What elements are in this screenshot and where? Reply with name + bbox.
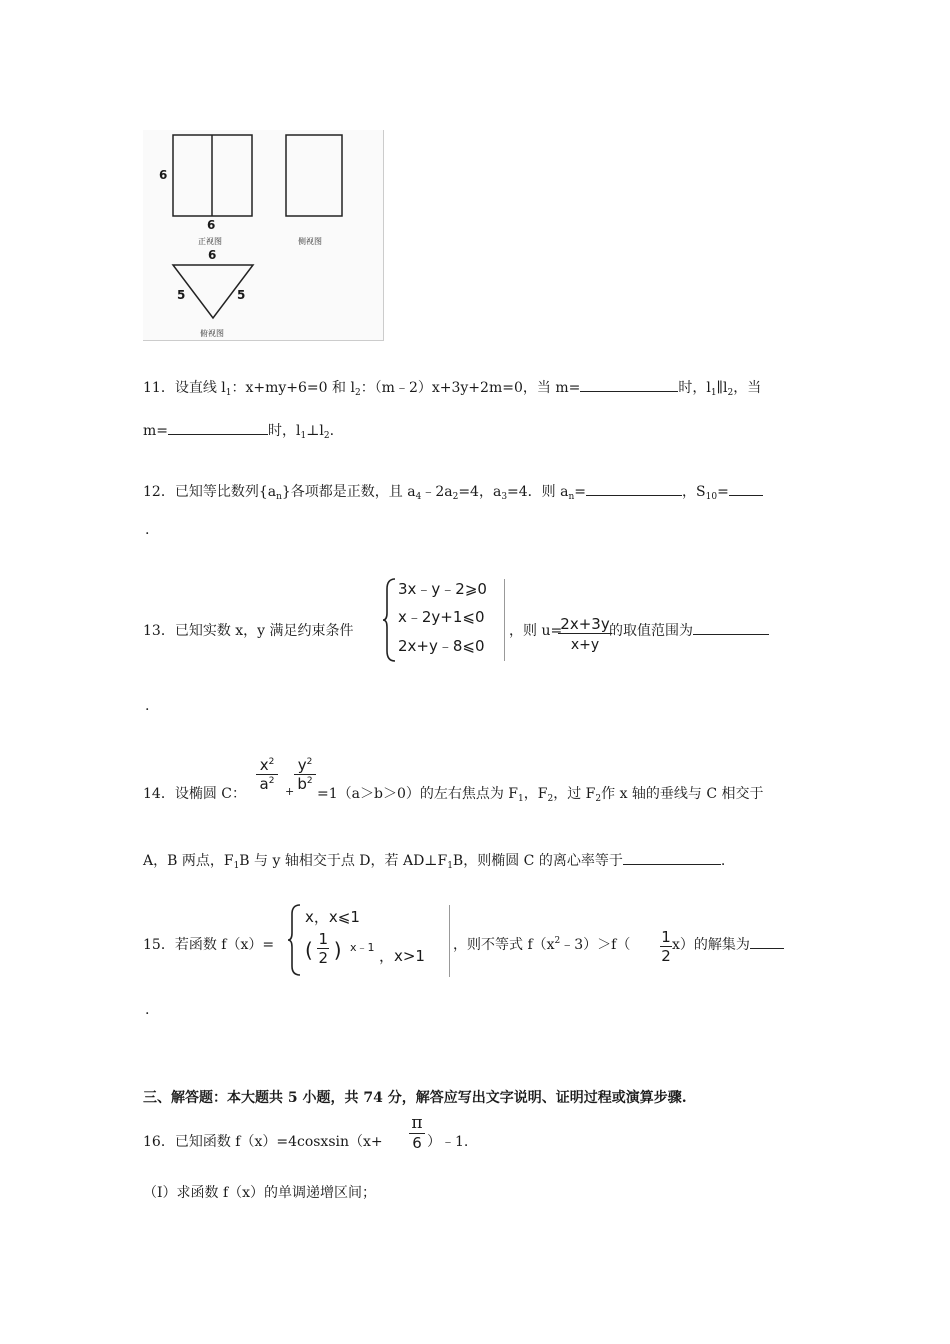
q13-constraint-1: 3x﹣y﹣2⩾0 <box>398 580 487 598</box>
q13-numerator: 2x+3y <box>560 615 610 633</box>
q16-prefix: 16．已知函数 f（x）=4cosxsin（x+ <box>143 1134 383 1150</box>
q14-frac-x: $\frac{x^2}{a^2}$ <box>256 756 278 793</box>
q13-frame-line <box>504 579 505 661</box>
q16-part1: （Ⅰ）求函数 f（x）的单调递增区间； <box>143 1185 377 1201</box>
q13-end-dot: . <box>145 698 150 714</box>
q13-fraction <box>558 615 612 653</box>
q15-end-dot: . <box>145 1002 150 1018</box>
q15-case-2: ( $\frac{1}{2}$ ) x﹣1 ，x>1 <box>305 930 425 967</box>
q13-suffix: 的取值范围为 <box>609 620 769 640</box>
q14-line2: A，B 两点，$F_1B$ 与 y 轴相交于点 D，若 $AD\perp F_1B$，则椭圆 C 的离心率等于 . <box>143 850 725 871</box>
q14-prefix: 14．设椭圆 C： <box>143 786 246 802</box>
q14-frac-y: $\frac{y^2}{b^2}$ <box>294 756 316 793</box>
q15-mid: ，则不等式 $f(x^2﹣3)>f$（ <box>453 936 631 953</box>
q13-denominator: x+y <box>558 633 612 653</box>
three-view-drawing <box>143 130 383 340</box>
q11-line1: 11．设直线 $l_1$：x+my+6=0 和 $l_2$：（m﹣2）x+3y+2m=0，当 m= 时，$l_1\parallel l_2$，当 <box>143 377 761 398</box>
q12-blank2[interactable] <box>729 481 763 496</box>
q14-rest: =1（a＞b＞0）的左右焦点为 $F_1$，$F_2$，过 $F_2$作 x 轴的垂线与 C 相交于 <box>317 786 764 804</box>
q15-brace <box>288 903 302 977</box>
q13-blank[interactable] <box>693 620 769 635</box>
q14-blank[interactable] <box>623 850 721 865</box>
q11-line2: m= 时，$l_1\perp l_2$. <box>143 420 334 441</box>
section3-heading: 三、解答题：本大题共 5 小题，共 74 分，解答应写出文字说明、证明过程或演算步骤. <box>143 1090 687 1106</box>
q16-suffix: ）﹣1. <box>427 1134 469 1150</box>
top-dim-top: 6 <box>208 248 217 262</box>
q13-constraint-2: x﹣2y+1⩽0 <box>398 608 485 626</box>
q13-prefix: 13．已知实数 x，y 满足约束条件 <box>143 623 354 639</box>
q11-blank2[interactable] <box>168 420 268 435</box>
q12-line1: 12．已知等比数列$\{a_n\}$各项都是正数，且 $a_4﹣2a_2=4$，$a_3=4$．则 $a_n=$ ，$S_{10}=$ <box>143 481 763 502</box>
q15-case-1: x，x⩽1 <box>305 908 360 926</box>
three-view-figure <box>143 130 384 341</box>
q12-end-dot: . <box>145 522 150 538</box>
q13-mid: ，则 u= <box>509 623 563 639</box>
side-view-label: 侧视图 <box>298 237 322 246</box>
q14-plus: + <box>285 785 295 798</box>
q12-blank1[interactable] <box>586 481 682 496</box>
q15-blank[interactable] <box>750 934 784 949</box>
q15-frame-line <box>449 905 450 977</box>
q15-suffix: x）的解集为 <box>672 934 784 954</box>
q15-fraction: $\frac{1}{2}$ <box>661 928 671 965</box>
top-dim-right: 5 <box>237 288 246 302</box>
q16-fraction: $\frac{\pi}{6}$ <box>409 1113 425 1152</box>
q15-case2-frac: $\frac{1}{2}$ <box>318 930 329 967</box>
front-view-label: 正视图 <box>198 237 222 246</box>
top-view-label: 俯视图 <box>200 329 224 338</box>
front-dim-bottom: 6 <box>207 218 216 232</box>
top-dim-left: 5 <box>177 288 186 302</box>
q13-constraint-3: 2x+y﹣8⩽0 <box>398 637 485 655</box>
q15-prefix: 15．若函数 f（x）= <box>143 937 275 953</box>
q11-blank1[interactable] <box>580 377 678 392</box>
front-dim-side: 6 <box>159 168 168 182</box>
side-view-rect <box>286 135 342 216</box>
q13-brace <box>383 577 397 663</box>
